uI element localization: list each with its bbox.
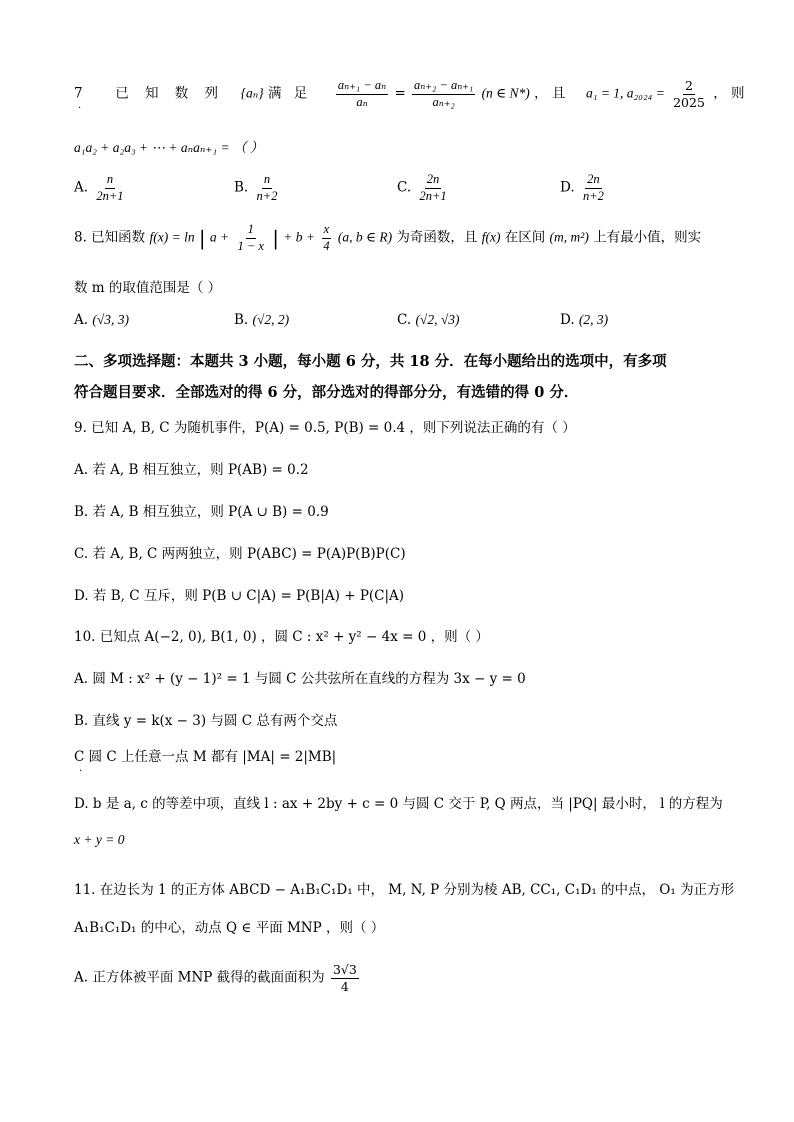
q10-option-a: A. 圆 M : x² + (y − 1)² = 1 与圆 C 公共弦所在直线的方程为 3x − y = 0: [74, 671, 526, 687]
q7-text-a: 已 知 数 列: [115, 85, 225, 102]
q9-option-b: B. 若 A, B 相互独立，则 P(A ∪ B) = 0.9: [74, 504, 329, 520]
q8-stem-line2: 数 m 的取值范围是（ ）: [74, 280, 222, 296]
q10-option-d: D. b 是 a, c 的等差中项，直线 l : ax + 2by + c = 0 与圆 C 交于 P, Q 两点，当 |PQ| 最小时， l 的方程为: [74, 796, 723, 812]
q7-option-c: C. $\frac{2n}{2n+1}$: [397, 172, 447, 203]
q7-fraction-1: $\frac{\text{aₙ₊₁ − aₙ}}{\text{aₙ}}$: [337, 78, 387, 109]
q8-option-b: B. (√2, 2): [234, 312, 290, 328]
q10-stem: 10. 已知点 A(−2, 0), B(1, 0) ，圆 C : x² + y² − 4x = 0 ，则（ ）: [74, 629, 489, 645]
q7-option-a: A. $\frac{n}{2n+1}$: [74, 172, 124, 203]
q7-number: 7: [74, 85, 83, 102]
q11-stem-line2: A₁B₁C₁D₁ 的中心，动点 Q ∈ 平面 MNP ，则（ ）: [74, 920, 385, 936]
q10-option-d-line2: x + y = 0: [74, 832, 125, 847]
q8-fraction-2: $\frac{x}{4}$: [323, 222, 330, 253]
q8-option-a: A. (√3, 3): [74, 312, 129, 328]
q9-option-c: C. 若 A, B, C 两两独立，则 P(ABC) = P(A)P(B)P(C): [74, 546, 406, 562]
q7-option-d: D. $\frac{2n}{n+2}$: [560, 172, 604, 203]
q10-option-b: B. 直线 y = k(x − 3) 与圆 C 总有两个交点: [74, 713, 338, 729]
q7-text-d: ， 则: [713, 85, 745, 102]
q9-stem: 9. 已知 A, B, C 为随机事件，P(A) = 0.5, P(B) = 0.4 ，则下列说法正确的有（ ）: [74, 420, 576, 436]
q7-option-b: B. $\frac{n}{n+2}$: [234, 172, 278, 203]
q9-option-d: D. 若 B, C 互斥，则 P(B ∪ C|A) = P(B|A) + P(C|A): [74, 588, 405, 604]
q7-fraction-2: $\frac{\text{aₙ₊₂ − aₙ₊₁}}{\text{aₙ₊₂}}$: [414, 78, 474, 109]
section2-heading-line1: 二、多项选择题：本题共 3 小题，每小题 6 分，共 18 分．在每小题给出的选项中，有多项: [74, 353, 667, 370]
q11-option-a: A. 正方体被平面 MNP 截得的截面面积为 $\frac{3√3}{4}$: [74, 962, 357, 994]
q7-stem: 7 已 知 数 列 {aₙ} 满 足 $\frac{\text{aₙ₊₁ − aₙ}}{\text{aₙ}}$ = $\frac{\text{aₙ₊₂ − aₙ₊₁}}{\text{aₙ₊₂}}$ (n ∈ N*) ， 且 a₁ = 1, a₂₀₂₄ = $\frac{2}{2025}$ ， 则: [74, 78, 745, 110]
q7-sequence: {aₙ}: [240, 85, 264, 101]
q8-stem: 8. 已知函数 f(x) = ln | a + $\frac{1}{1 - x}$ | + b + $\frac{x}{4}$ (a, b ∈ R) 为奇函数，且 f(x) 在区间 (m, m²) 上有最小值，则实: [74, 222, 702, 253]
q7-initial: a₁ = 1, a₂₀₂₄ =: [586, 85, 665, 101]
q7-fraction-3: $\frac{2}{2025}$: [673, 78, 705, 110]
q7-text-b: 满 足: [267, 85, 312, 102]
q9-option-a: A. 若 A, B 相互独立，则 P(AB) = 0.2: [74, 462, 309, 478]
q8-option-c: C. (√2, √3): [397, 312, 460, 328]
q10-dot-mark: .: [79, 763, 83, 774]
q7-dot-mark: .: [78, 100, 82, 111]
q7-text-c: ， 且: [534, 85, 566, 102]
q11-option-a-fraction: $\frac{3√3}{4}$: [332, 962, 357, 994]
q8-option-d: D. (2, 3): [560, 312, 609, 328]
q11-stem: 11. 在边长为 1 的正方体 ABCD − A₁B₁C₁D₁ 中， M, N, P 分别为棱 AB, CC₁, C₁D₁ 的中点， O₁ 为正方形: [74, 882, 735, 898]
section2-heading-line2: 符合题目要求．全部选对的得 6 分，部分选对的得部分分，有选错的得 0 分．: [74, 384, 579, 401]
q7-expression: a₁a₂ + a₂a₃ + ⋯ + aₙaₙ₊₁ = （ ）: [74, 140, 264, 155]
q8-fraction-1: $\frac{1}{1 - x}$: [237, 222, 264, 253]
q10-option-c: C 圆 C 上任意一点 M 都有 |MA| = 2|MB|: [74, 749, 337, 765]
q7-condition: (n ∈ N*): [481, 85, 530, 101]
